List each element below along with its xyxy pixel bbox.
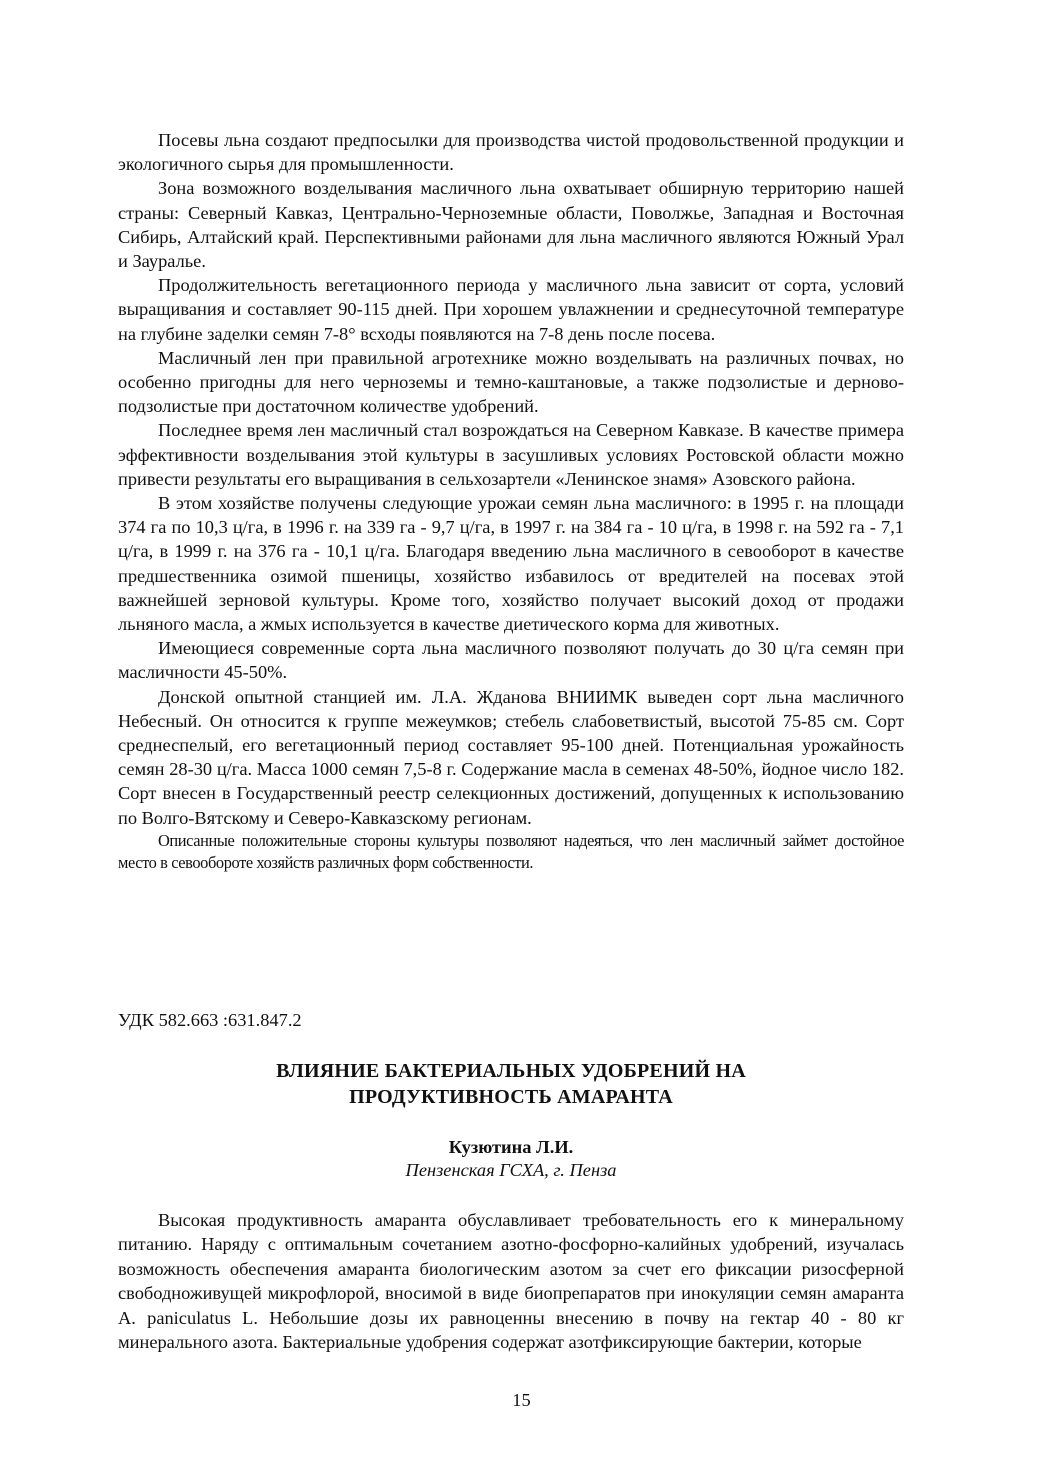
paragraph: Донской опытной станцией им. Л.А. Жданова ВНИИМК выведен сорт льна масличного Небесный. Он относится к группе межеумков; стебель слабоветвистый, высотой 75-85 см. Сорт среднеспелый, его вегетационный период составляет 95-100 дней. Потенциальная урожайность семян 28-30 ц/га. Масса 1000 семян 7,5-8 г. Содержание масла в семенах 48-50%, йодное число 182. Сорт внесен в Государственный реестр селекционных достижений, допущенных к использованию по Волго-Вятскому и Северо-Кавказскому регионам. [118, 686, 904, 828]
author-affiliation: Пензенская ГСХА, г. Пенза [405, 1160, 617, 1180]
paragraph: Продолжительность вегетационного периода у масличного льна зависит от сорта, условий выращивания и составляет 90-115 дней. При хорошем увлажнении и среднесуточной температуре на глубине заделки семян 7-8° всходы появляются на 7-8 день после посева. [118, 275, 904, 344]
paragraph: Масличный лен при правильной агротехнике можно возделывать на различных почвах, но особенно пригодны для него черноземы и темно-каштановые, а также подзолистые и дерново-подзолистые при достаточном количестве удобрений. [118, 347, 904, 417]
title-line-1: ВЛИЯНИЕ БАКТЕРИАЛЬНЫХ УДОБРЕНИЙ НА [276, 1060, 746, 1082]
paragraph: Последнее время лен масличный стал возрождаться на Северном Кавказе. В качестве примера эффективности возделывания этой культуры в засушливых условиях Ростовской области можно привести результаты его выращивания в сельхозартели «Ленинское знамя» Азовского района. [118, 420, 904, 489]
udc-code: УДК 582.663 :631.847.2 [118, 1010, 302, 1030]
article1-body [118, 128, 904, 874]
paragraph: Высокая продуктивность амаранта обуславливает требовательность его к минеральному питанию. Наряду с оптимальным сочетанием азотно-фосфорно-калийных удобрений, изучалась возможность обеспечения амаранта биологическим азотом за счет его фиксации ризосферной свободноживущей микрофлорой, вносимой в виде биопрепаратов при инокуляции семян амаранта A. paniculatus L. Небольшие дозы их равноценны внесению в почву на гектар 40 - 80 кг минерального азота. Бактериальные удобрения содержат азотфиксирующие бактерии, которые [118, 1210, 904, 1353]
paragraph: Зона возможного возделывания масличного льна охватывает обширную территорию нашей страны: Северный Кавказ, Центрально-Черноземные области, Поволжье, Западная и Восточная Сибирь, Алтайский край. Перспективными районами для льна масличного являются Южный Урал и Зауралье. [118, 178, 904, 272]
paragraph: Имеющиеся современные сорта льна масличного позволяют получать до 30 ц/га семян при масличности 45-50%. [118, 638, 904, 683]
title-line-2: ПРОДУКТИВНОСТЬ АМАРАНТА [349, 1086, 673, 1108]
paragraph: Посевы льна создают предпосылки для производства чистой продовольственной продукции и экологичного сырья для промышленности. [118, 130, 904, 175]
paragraph-small: Описанные положительные стороны культуры позволяют надеяться, что лен масличный займет достойное место в севообороте хозяйств различных форм собственности. [118, 830, 904, 872]
paragraph: В этом хозяйстве получены следующие урожаи семян льна масличного: в 1995 г. на площади 374 га по 10,3 ц/га, в 1996 г. на 339 га - 9,7 ц/га, в 1997 г. на 384 га - 10 ц/га, в 1998 г. на 592 га - 7,1 ц/га, в 1999 г. на 376 га - 10,1 ц/га. Благодаря введению льна масличного в севооборот в качестве предшественника озимой пшеницы, хозяйство избавилось от вредителей на посевах этой важнейшей зерновой культуры. Кроме того, хозяйство получает высокий доход от продажи льняного масла, а жмых используется в качестве диетического корма для животных. [118, 493, 904, 635]
page-number: 15 [512, 1390, 531, 1410]
article2-body [118, 1208, 904, 1354]
author-name: Кузютина Л.И. [448, 1137, 574, 1157]
article-title [118, 1058, 904, 1110]
